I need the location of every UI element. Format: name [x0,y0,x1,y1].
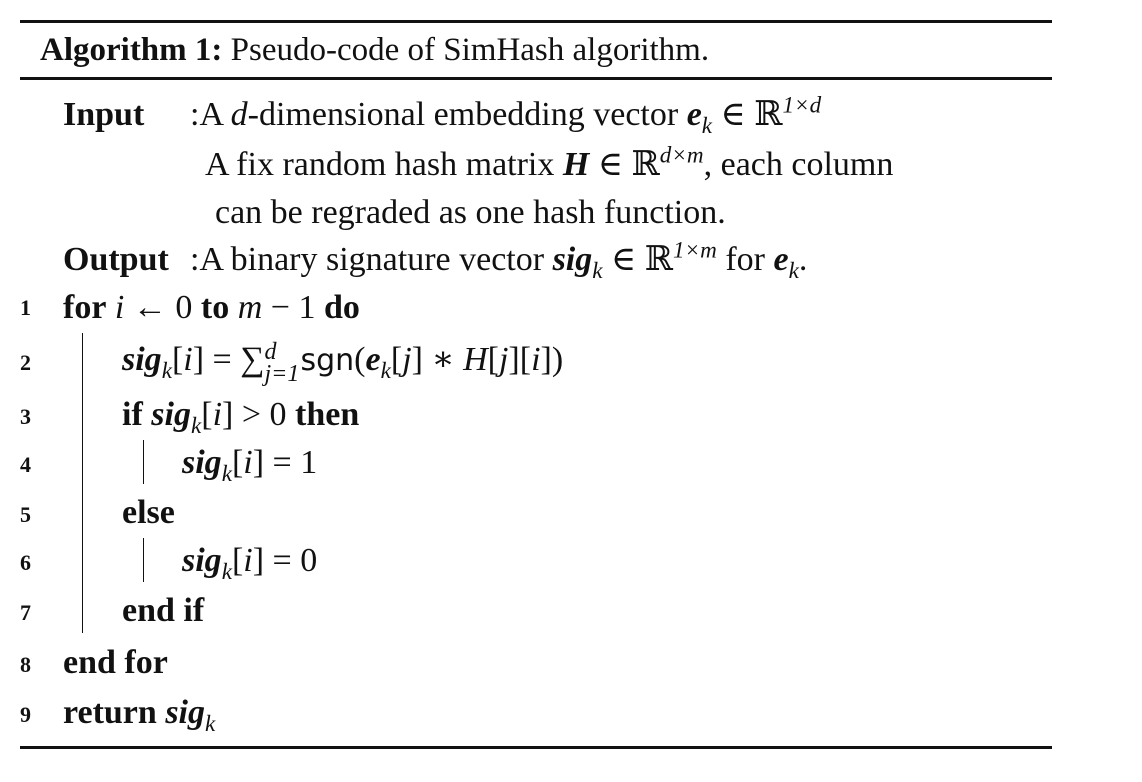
math-sub-k: k [161,358,172,385]
math-i: i [243,542,253,579]
math-sub-k: k [221,461,232,488]
math-text: − 1 [262,289,324,326]
else-block-bar [143,538,144,582]
keyword-end-if: end if [122,592,205,629]
input-label: Input [63,96,145,133]
line-number: 3 [20,404,31,429]
line-number: 8 [20,652,31,677]
output-text: for [716,241,774,278]
math-i: i [243,444,253,481]
math-in-R: ∈ ℝ [602,241,673,278]
math-text: [ [231,444,244,481]
math-text: ( [354,341,366,378]
output-keyword [63,240,169,280]
math-sub-k: k [788,258,799,285]
bottom-rule [20,746,1052,749]
math-sub-k: k [205,711,216,738]
math-text: ] > 0 [222,396,296,433]
output-text: A binary signature vector [199,241,553,278]
output-label: Output [63,241,169,278]
math-sub-k: k [592,258,603,285]
output-colon: : [190,241,200,278]
code-line-for [63,288,360,328]
math-i: i [106,289,125,326]
input-line-2 [205,142,894,185]
line-number: 5 [20,502,31,527]
keyword-return: return [63,694,157,731]
input-text: A [199,96,231,133]
line-number: 9 [20,702,31,727]
math-text: [ [231,542,244,579]
math-sig: sig [165,694,205,731]
line-number: 7 [20,600,31,625]
math-sub-k: k [190,413,202,440]
math-sup: d×m [659,142,704,169]
math-H: H [463,341,488,378]
algorithm-caption [40,30,709,70]
input-text: -dimensional embedding vector [247,96,687,133]
input-keyword [63,95,144,135]
math-in-R: ∈ ℝ [712,96,783,133]
caption-rule [20,77,1052,80]
math-i: i [183,341,193,378]
input-text: , each column [703,146,894,183]
math-sub-k: k [221,559,232,586]
input-text: A fix random hash matrix [205,146,563,183]
input-colon: : [190,96,200,133]
math-text: [ [487,341,499,378]
code-line-if [122,395,360,440]
keyword-to: to [200,289,230,326]
math-sub-k: k [380,358,391,385]
math-text: ]) [540,341,564,378]
math-i: i [212,396,223,433]
math-e: e [686,96,702,133]
math-j: j [402,341,412,378]
output-line [190,237,808,285]
sum-lower: j=1 [264,361,300,387]
math-i: i [531,341,541,378]
math-sub-k: k [701,113,713,140]
code-line-return [63,693,216,738]
input-line-3 [215,193,726,233]
sum-limits [264,339,300,387]
math-sgn: sgn [300,343,355,378]
line-number: 1 [20,295,31,320]
input-text: can be regraded as one hash function. [215,194,726,231]
line-number: 2 [20,350,31,375]
top-rule [20,20,1052,23]
keyword-if: if [122,396,143,433]
math-sup: 1×d [782,92,822,119]
algorithm-title: Pseudo-code of SimHash algorithm. [230,32,710,68]
math-sig: sig [122,341,162,378]
math-sig: sig [182,542,222,579]
math-sig: sig [151,396,191,433]
math-text: [ [390,341,403,378]
math-sup: 1×m [672,237,717,264]
code-line-endif [122,591,204,631]
math-e: e [773,241,789,278]
input-line-1 [190,92,822,140]
code-line-else [122,493,175,533]
keyword-do: do [323,289,360,326]
code-line-assign-1 [182,443,318,488]
math-text: ][ [508,341,532,378]
keyword-else: else [122,494,175,531]
math-text: ] ∗ [411,341,464,378]
sum-upper: d [264,339,277,365]
line-number: 4 [20,452,31,477]
math-sum: ] = ∑ [192,341,265,378]
keyword-for: for [63,289,107,326]
for-block-bar [82,333,83,633]
keyword-end-for: end for [63,644,168,681]
math-sig: sig [552,241,593,278]
code-line-assign-0 [182,541,318,586]
then-block-bar [143,440,144,484]
algorithm-label: Algorithm 1: [40,32,223,68]
code-line-endfor [63,643,168,683]
math-H: H [562,146,590,183]
math-m: m [229,289,263,326]
math-text: ] = 1 [252,444,318,481]
keyword-then: then [295,396,360,433]
output-text: . [798,241,808,278]
math-text: ← 0 [124,289,201,326]
math-text: [ [201,396,213,433]
math-text: ] = 0 [252,542,318,579]
math-e: e [365,341,381,378]
math-text: [ [171,341,184,378]
math-in-R: ∈ ℝ [589,146,660,183]
math-sig: sig [182,444,222,481]
math-j: j [498,341,509,378]
line-number: 6 [20,550,31,575]
math-d: d [230,96,248,133]
code-line-sum [122,339,564,387]
